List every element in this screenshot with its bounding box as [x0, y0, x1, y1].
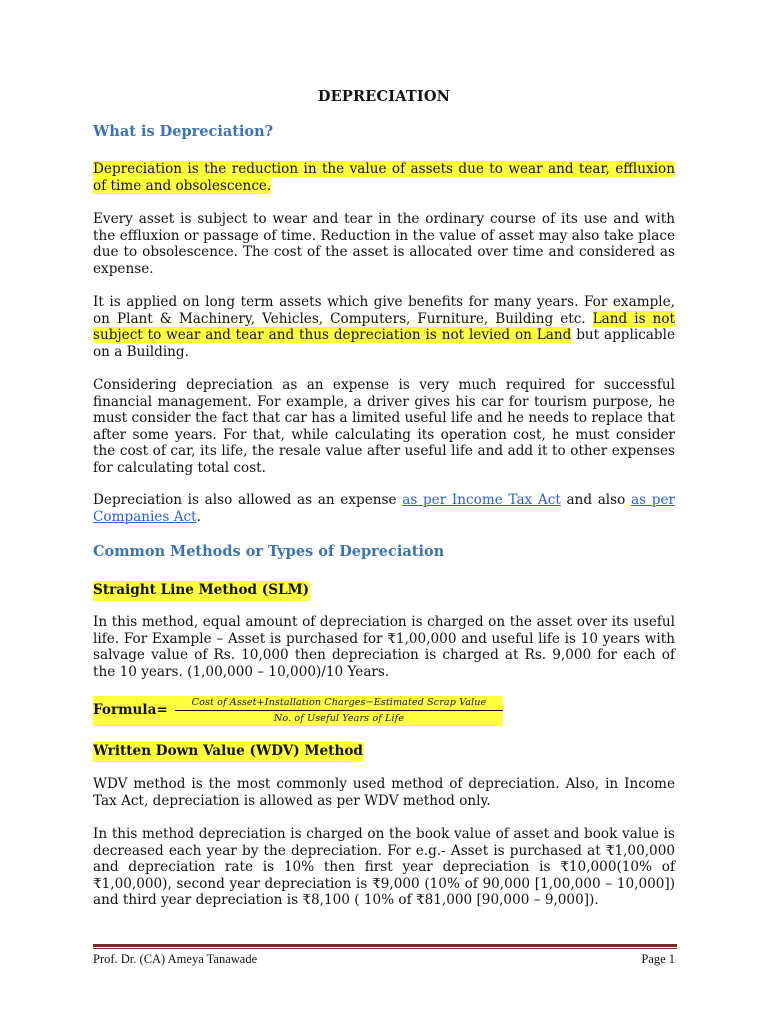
paragraph-long-term-assets — [93, 294, 675, 360]
definition-highlight: Depreciation is the reduction in the value of assets due to wear and tear, effluxion of time and obsolescence. — [93, 161, 675, 194]
land-highlight: Land is not subject to wear and tear and thus depreciation is not levied on Land — [93, 310, 675, 344]
formula-fraction — [175, 696, 503, 725]
slm-paragraph: In this method, equal amount of depreciation is charged on the asset over its useful life. For Example – Asset is purchased for ₹1,00,000 and useful life is 10 years with salvage value of Rs. 10,000 then depreciation is charged at Rs. 9,000 for each of the 10 years. (1,00,000 – 10,000)/10 Years. — [93, 614, 675, 680]
footer-rule — [93, 944, 677, 947]
page-title: DEPRECIATION — [317, 88, 451, 105]
p3-text-start: It is applied on long term assets which give benefits for many years. For example, on Plant & Machinery, Vehicles, Computers, Furniture, Building etc. — [93, 294, 675, 327]
income-tax-act-link[interactable]: as per Income Tax Act — [402, 492, 561, 508]
formula-numerator: Cost of Asset+Installation Charges−Estimated Scrap Value — [175, 696, 503, 711]
p5-text-end: . — [196, 508, 201, 525]
slm-heading: Straight Line Method (SLM) — [93, 581, 310, 601]
definition-paragraph — [93, 161, 675, 194]
p5-text-mid: and also — [560, 492, 631, 508]
wdv-heading: Written Down Value (WDV) Method — [93, 742, 364, 762]
formula-denominator: No. of Useful Years of Life — [273, 713, 405, 724]
p3-text-end: but applicable on a Building. — [93, 327, 676, 360]
footer-page-number: Page 1 — [641, 952, 675, 966]
formula-label: Formula= — [93, 702, 168, 718]
paragraph-driver-example: Considering depreciation as an expense is very much required for successful financial management. For example, a driver gives his car for tourism purpose, he must consider the fact that car has a limited useful life and he needs to replace that after some years. For that, while calculating its operation cost, he must consider the cost of car, its life, the resale value after useful life and add it to other expenses for calculating total cost. — [93, 377, 675, 476]
p5-text-start: Depreciation is also allowed as an expense — [93, 492, 403, 508]
paragraph-wear-and-tear: Every asset is subject to wear and tear in the ordinary course of its use and with the effluxion or passage of time. Reduction in the value of asset may also take place due to obsolescence. The cost of the asset is allocated over time and considered as expense. — [93, 211, 675, 277]
paragraph-tax-act — [93, 492, 675, 525]
wdv-paragraph-2: In this method depreciation is charged on the book value of asset and book value is decreased each year by the depreciation. For e.g.- Asset is purchased at ₹1,00,000 and depreciation rate is 10% then first year depreciation is ₹10,000(10% of ₹1,00,000), second year depreciation is ₹9,000 (10% of 90,000 [1,00,000 – 10,000]) and third year depreciation is ₹8,100 ( 10% of ₹81,000 [90,000 – 9,000]). — [93, 826, 675, 909]
footer-rule-thin — [93, 948, 677, 949]
wdv-paragraph-1: WDV method is the most commonly used method of depreciation. Also, in Income Tax Act, depreciation is allowed as per WDV method only. — [93, 776, 675, 809]
formula-box — [93, 696, 503, 726]
section-heading-what-is: What is Depreciation? — [93, 123, 274, 140]
footer-author: Prof. Dr. (CA) Ameya Tanawade — [93, 952, 258, 966]
section-heading-methods: Common Methods or Types of Depreciation — [93, 543, 445, 560]
companies-act-link[interactable]: as per Companies Act — [93, 492, 675, 525]
